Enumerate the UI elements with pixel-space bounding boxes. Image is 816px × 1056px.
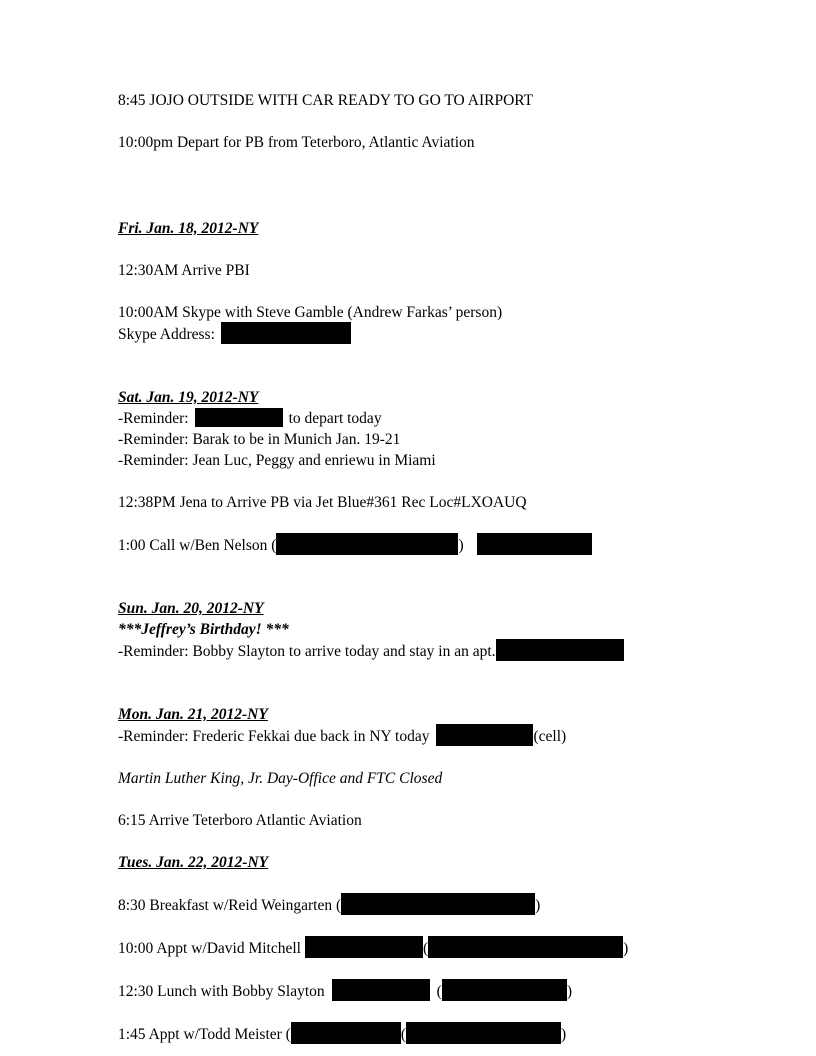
redaction-block-skype-address — [221, 322, 351, 344]
spacer — [118, 916, 718, 937]
text-line: ( — [436, 982, 442, 1000]
spacer — [118, 694, 718, 704]
redaction-block-slayton-name — [332, 979, 430, 1001]
spacer — [118, 197, 718, 218]
text-line: ( — [422, 939, 429, 957]
text-line: 1:45 Appt w/Todd Meister ( — [118, 1025, 291, 1043]
text-line: 12:30AM Arrive PBI — [118, 262, 250, 279]
holiday-note: Martin Luther King, Jr. Day-Office and FTC Closed — [118, 770, 443, 787]
text-line: -Reminder: — [118, 410, 189, 427]
spacer — [118, 588, 718, 598]
text-line: ) — [561, 1025, 567, 1043]
spacer — [118, 513, 718, 534]
spacer — [118, 345, 718, 377]
text-line: -Reminder: Jean Luc, Peggy and enriewu in Miami — [118, 452, 436, 469]
day-heading-saturday: Sat. Jan. 19, 2012-NY — [118, 389, 259, 406]
text-line: 12:30 Lunch with Bobby Slayton — [118, 982, 325, 1000]
redaction-block-weingarten-phone — [341, 893, 535, 915]
redaction-block-mitchell-name — [305, 936, 423, 958]
text-line: 1:00 Call w/Ben Nelson ( — [118, 536, 277, 554]
redaction-block-fekkai-phone — [436, 724, 533, 746]
text-line: 10:00AM Skype with Steve Gamble (Andrew Farkas’ person) — [118, 304, 503, 321]
bobby-slayton-reminder-row — [118, 640, 718, 662]
spacer — [118, 377, 718, 387]
spacer — [118, 873, 718, 894]
text-line: ) — [566, 982, 573, 1000]
redaction-block-meister-name — [291, 1022, 401, 1044]
reminder-row-redacted — [118, 408, 718, 429]
text-line: 10:00pm Depart for PB from Teterboro, Atlantic Aviation — [118, 134, 475, 151]
text-line: 8:30 Breakfast w/Reid Weingarten ( — [118, 896, 342, 914]
text-line: ) — [458, 536, 464, 554]
spacer — [118, 789, 718, 810]
text-line: -Reminder: Bobby Slayton to arrive today and stay in an apt. — [118, 642, 496, 660]
text-line: -Reminder: Frederic Fekkai due back in NY today — [118, 727, 430, 745]
spacer — [118, 281, 718, 302]
day-heading-friday: Fri. Jan. 18, 2012-NY — [118, 220, 259, 237]
text-line: ) — [535, 896, 541, 914]
redaction-block-sat-reminder — [195, 408, 283, 427]
text-line: ( — [400, 1025, 407, 1043]
spacer — [118, 239, 718, 260]
redaction-block-meister-phone — [406, 1022, 561, 1044]
document-body — [118, 90, 718, 1045]
redaction-block-ben-nelson-phone — [276, 533, 458, 555]
text-line: 12:38PM Jena to Arrive PB via Jet Blue#361 Rec Loc#LXOAUQ — [118, 494, 527, 511]
spacer — [118, 556, 718, 588]
spacer — [118, 662, 718, 694]
skype-address-row — [118, 323, 718, 345]
redaction-block-ben-nelson-note — [477, 533, 592, 555]
text-line: to depart today — [288, 410, 382, 427]
mitchell-appt-row — [118, 937, 718, 959]
text-line: 8:45 JOJO OUTSIDE WITH CAR READY TO GO TO AIRPORT — [118, 92, 534, 109]
ben-nelson-call-row — [118, 534, 718, 556]
text-line: (cell) — [533, 727, 567, 745]
birthday-note: ***Jeffrey’s Birthday! *** — [118, 621, 289, 638]
day-heading-sunday: Sun. Jan. 20, 2012-NY — [118, 600, 264, 617]
text-line: 10:00 Appt w/David Mitchell — [118, 939, 301, 957]
spacer — [118, 111, 718, 132]
spacer — [118, 959, 718, 980]
text-line: -Reminder: Barak to be in Munich Jan. 19-21 — [118, 431, 401, 448]
redaction-block-bobby-apt — [496, 639, 624, 661]
text-line: Skype Address: — [118, 325, 215, 343]
slayton-lunch-row — [118, 980, 718, 1002]
fekkai-reminder-row — [118, 725, 718, 747]
meister-appt-row — [118, 1023, 718, 1045]
redaction-block-mitchell-phone — [428, 936, 623, 958]
day-heading-monday: Mon. Jan. 21, 2012-NY — [118, 706, 268, 723]
spacer — [118, 831, 718, 852]
spacer — [118, 747, 718, 768]
spacer — [118, 1002, 718, 1023]
text-line: ) — [623, 939, 629, 957]
weingarten-breakfast-row — [118, 894, 718, 916]
text-line: 6:15 Arrive Teterboro Atlantic Aviation — [118, 812, 362, 829]
spacer — [118, 471, 718, 492]
spacer — [118, 153, 718, 197]
redaction-block-slayton-phone — [442, 979, 567, 1001]
day-heading-tuesday: Tues. Jan. 22, 2012-NY — [118, 854, 269, 871]
